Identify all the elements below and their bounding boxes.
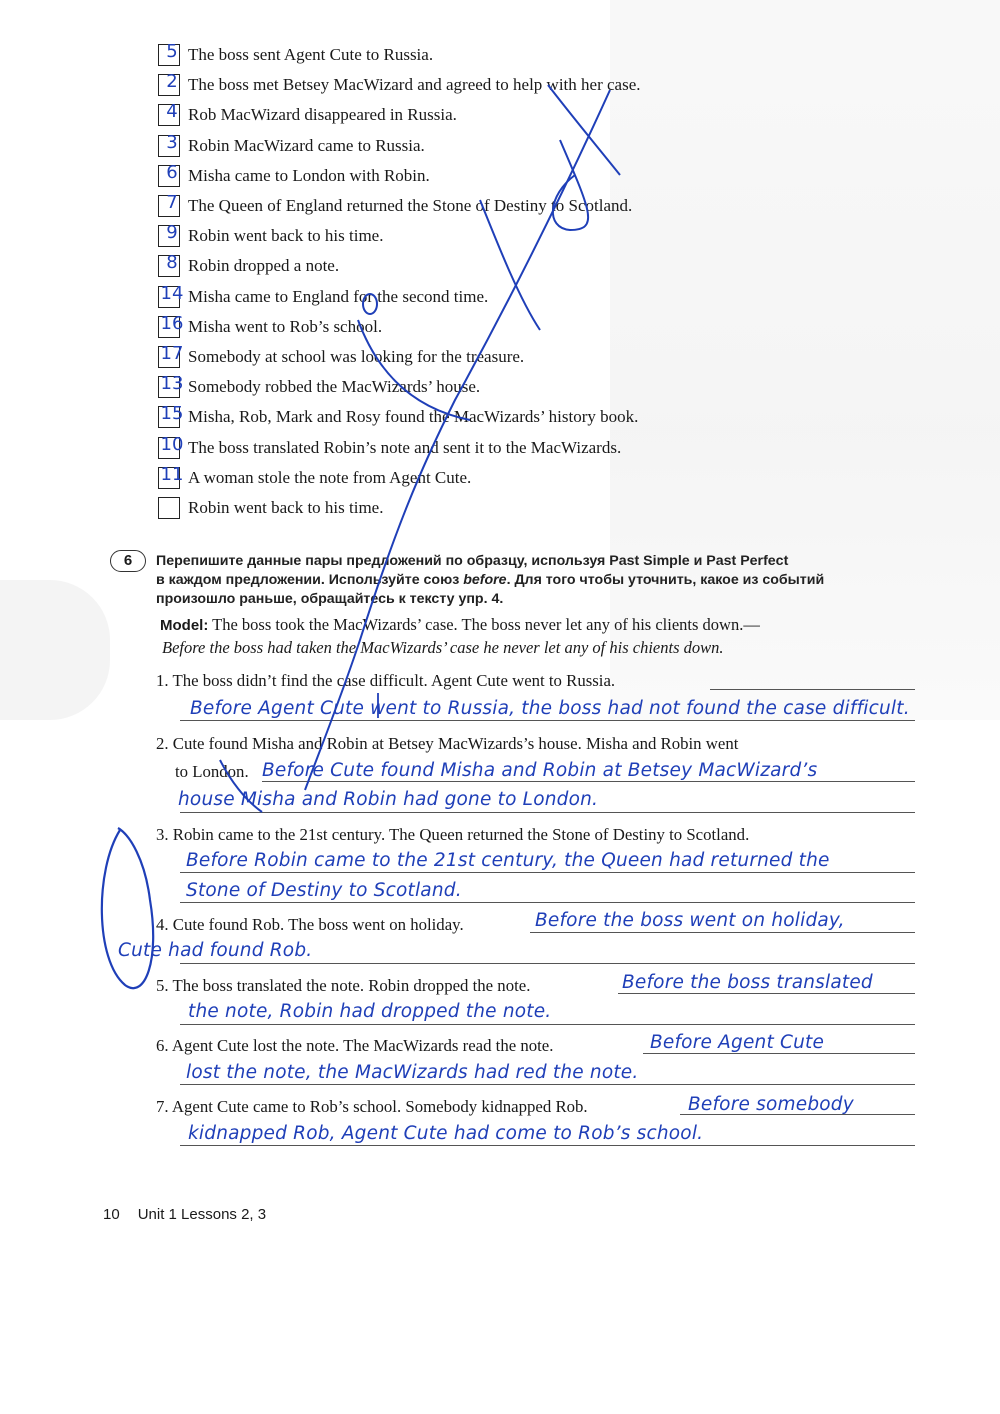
order-box[interactable] bbox=[158, 433, 184, 459]
handwritten-answer: Before Agent Cute bbox=[650, 1032, 825, 1053]
question-5: 5. The boss translated the note. Robin dropped the note. bbox=[156, 976, 531, 995]
model-text: The boss took the MacWizards’ case. The boss never let any of his clients down.— bbox=[212, 615, 760, 634]
background-shading-left bbox=[0, 580, 110, 720]
handwritten-answer: Before somebody bbox=[688, 1094, 854, 1115]
exercise-instruction bbox=[156, 552, 936, 609]
answer-line bbox=[530, 932, 915, 933]
instruction-line: Перепишите данные пары предложений по образцу, используя Past Simple и Past Perfect bbox=[156, 553, 789, 569]
order-box[interactable] bbox=[158, 101, 180, 126]
handwritten-answer: house Misha and Robin had gone to London. bbox=[178, 789, 599, 810]
instruction-line bbox=[156, 571, 936, 590]
answer-line bbox=[180, 1084, 915, 1085]
list-item-text: Rob MacWizard disappeared in Russia. bbox=[188, 105, 457, 125]
list-item bbox=[158, 372, 778, 402]
handwritten-answer: Stone of Destiny to Scotland. bbox=[186, 880, 462, 901]
answer-line bbox=[618, 993, 915, 994]
instruction-text: . Для того чтобы уточнить, какое из событий bbox=[506, 572, 825, 588]
order-box[interactable] bbox=[158, 312, 184, 338]
order-box[interactable] bbox=[158, 161, 180, 187]
page-footer bbox=[103, 1206, 266, 1223]
question-2-cont: to London. bbox=[175, 762, 249, 781]
order-box[interactable] bbox=[158, 373, 184, 398]
handwritten-answer: the note, Robin had dropped the note. bbox=[188, 1001, 552, 1022]
order-box[interactable] bbox=[158, 342, 184, 368]
handwritten-number: 14 bbox=[160, 282, 184, 304]
instruction-text: в каждом предложении. Используйте союз bbox=[156, 572, 464, 588]
list-item bbox=[158, 463, 778, 493]
handwritten-answer: lost the note, the MacWizards had red the note. bbox=[186, 1062, 639, 1083]
question-7: 7. Agent Cute came to Rob’s school. Somebody kidnapped Rob. bbox=[156, 1097, 588, 1116]
handwritten-number: 4 bbox=[166, 101, 178, 123]
question-6: 6. Agent Cute lost the note. The MacWizards read the note. bbox=[156, 1036, 554, 1055]
handwritten-number: 8 bbox=[166, 252, 178, 274]
handwritten-number: 7 bbox=[166, 192, 178, 214]
handwritten-answer: Cute had found Rob. bbox=[118, 940, 313, 961]
list-item bbox=[158, 402, 778, 432]
list-item bbox=[158, 100, 778, 130]
list-item bbox=[158, 251, 778, 281]
list-item bbox=[158, 282, 778, 312]
order-box[interactable] bbox=[158, 222, 180, 247]
list-item bbox=[158, 342, 778, 372]
list-item-text: Somebody robbed the MacWizards’ house. bbox=[188, 377, 481, 397]
unit-label: Unit 1 Lessons 2, 3 bbox=[137, 1206, 267, 1223]
order-box[interactable] bbox=[158, 282, 184, 308]
order-box[interactable] bbox=[158, 71, 180, 96]
list-item-text: Robin went back to his time. bbox=[188, 226, 384, 246]
handwritten-number: 9 bbox=[166, 222, 178, 244]
list-item bbox=[158, 493, 778, 523]
question-3: 3. Robin came to the 21st century. The Queen returned the Stone of Destiny to Scotland. bbox=[156, 825, 750, 844]
list-item-text: Robin dropped a note. bbox=[188, 256, 340, 276]
answer-line bbox=[710, 689, 915, 690]
handwritten-answer: Before Robin came to the 21st century, the Queen had returned the bbox=[186, 850, 830, 871]
answer-line bbox=[180, 1145, 915, 1146]
list-item-text: The boss translated Robin’s note and sent it to the MacWizards. bbox=[188, 437, 622, 457]
question-1: 1. The boss didn’t find the case difficult. Agent Cute went to Russia. bbox=[156, 671, 616, 690]
list-item-text: The boss sent Agent Cute to Russia. bbox=[188, 45, 434, 65]
handwritten-number: 5 bbox=[166, 41, 178, 63]
list-item-text: Misha came to London with Robin. bbox=[188, 165, 430, 185]
list-item-text: Misha went to Rob’s school. bbox=[188, 316, 383, 336]
answer-line bbox=[180, 1024, 915, 1025]
list-item bbox=[158, 161, 778, 191]
answer-line bbox=[180, 902, 915, 903]
list-item-text: The Queen of England returned the Stone of Destiny to Scotland. bbox=[188, 196, 633, 216]
order-box[interactable] bbox=[158, 41, 180, 66]
handwritten-number: 2 bbox=[166, 71, 178, 93]
answer-line bbox=[180, 812, 915, 813]
order-box[interactable] bbox=[158, 131, 180, 157]
list-item bbox=[158, 131, 778, 161]
answer-line bbox=[180, 872, 915, 873]
exercise-number-badge: 6 bbox=[110, 550, 146, 572]
list-item bbox=[158, 312, 778, 342]
model-label: Model: bbox=[160, 617, 209, 634]
list-item-text: Misha came to England for the second time. bbox=[188, 286, 489, 306]
ordering-list bbox=[158, 40, 778, 523]
instruction-keyword: before bbox=[463, 572, 507, 588]
list-item bbox=[158, 70, 778, 100]
instruction-line: произошло раньше, обращайтесь к тексту упр. 4. bbox=[156, 591, 504, 607]
question-4: 4. Cute found Rob. The boss went on holiday. bbox=[156, 915, 464, 934]
list-item-text: A woman stole the note from Agent Cute. bbox=[188, 467, 472, 487]
order-box[interactable] bbox=[158, 192, 180, 217]
handwritten-number: 13 bbox=[160, 373, 184, 395]
list-item-text: The boss met Betsey MacWizard and agreed to help with her case. bbox=[188, 75, 641, 95]
list-item-text: Misha, Rob, Mark and Rosy found the MacWizards’ history book. bbox=[188, 407, 639, 427]
handwritten-number: 16 bbox=[160, 312, 184, 334]
order-box[interactable] bbox=[158, 403, 184, 428]
handwritten-number: 11 bbox=[160, 463, 184, 485]
list-item bbox=[158, 191, 778, 221]
handwritten-answer: Before Cute found Misha and Robin at Betsey MacWizard’s bbox=[262, 760, 818, 781]
handwritten-number: 17 bbox=[160, 342, 184, 364]
handwritten-number: 3 bbox=[166, 131, 178, 153]
answer-line bbox=[180, 720, 915, 721]
answer-line bbox=[262, 781, 915, 782]
page-number: 10 bbox=[103, 1206, 120, 1223]
handwritten-answer: kidnapped Rob, Agent Cute had come to Rob’s school. bbox=[188, 1123, 704, 1144]
handwritten-answer: Before Agent Cute went to Russia, the boss had not found the case difficult. bbox=[190, 698, 910, 719]
list-item bbox=[158, 432, 778, 462]
handwritten-number: 6 bbox=[166, 161, 178, 183]
answer-line bbox=[180, 963, 915, 964]
list-item bbox=[158, 40, 778, 70]
order-box[interactable] bbox=[158, 497, 180, 519]
answer-line bbox=[643, 1053, 915, 1054]
question-2: 2. Cute found Misha and Robin at Betsey MacWizards’s house. Misha and Robin went bbox=[156, 734, 739, 753]
order-box[interactable] bbox=[158, 463, 184, 489]
list-item-text: Somebody at school was looking for the treasure. bbox=[188, 346, 525, 366]
handwritten-number: 15 bbox=[160, 403, 184, 425]
list-item bbox=[158, 221, 778, 251]
model-answer: Before the boss had taken the MacWizards’ case he never let any of his chients down. bbox=[162, 638, 724, 657]
list-item-text: Robin MacWizard came to Russia. bbox=[188, 135, 425, 155]
model-example bbox=[160, 614, 940, 659]
handwritten-answer: Before the boss went on holiday, bbox=[535, 910, 845, 931]
handwritten-number: 10 bbox=[160, 433, 184, 455]
handwritten-answer: Before the boss translated bbox=[622, 972, 873, 993]
order-box[interactable] bbox=[158, 252, 180, 277]
list-item-text: Robin went back to his time. bbox=[188, 497, 384, 517]
